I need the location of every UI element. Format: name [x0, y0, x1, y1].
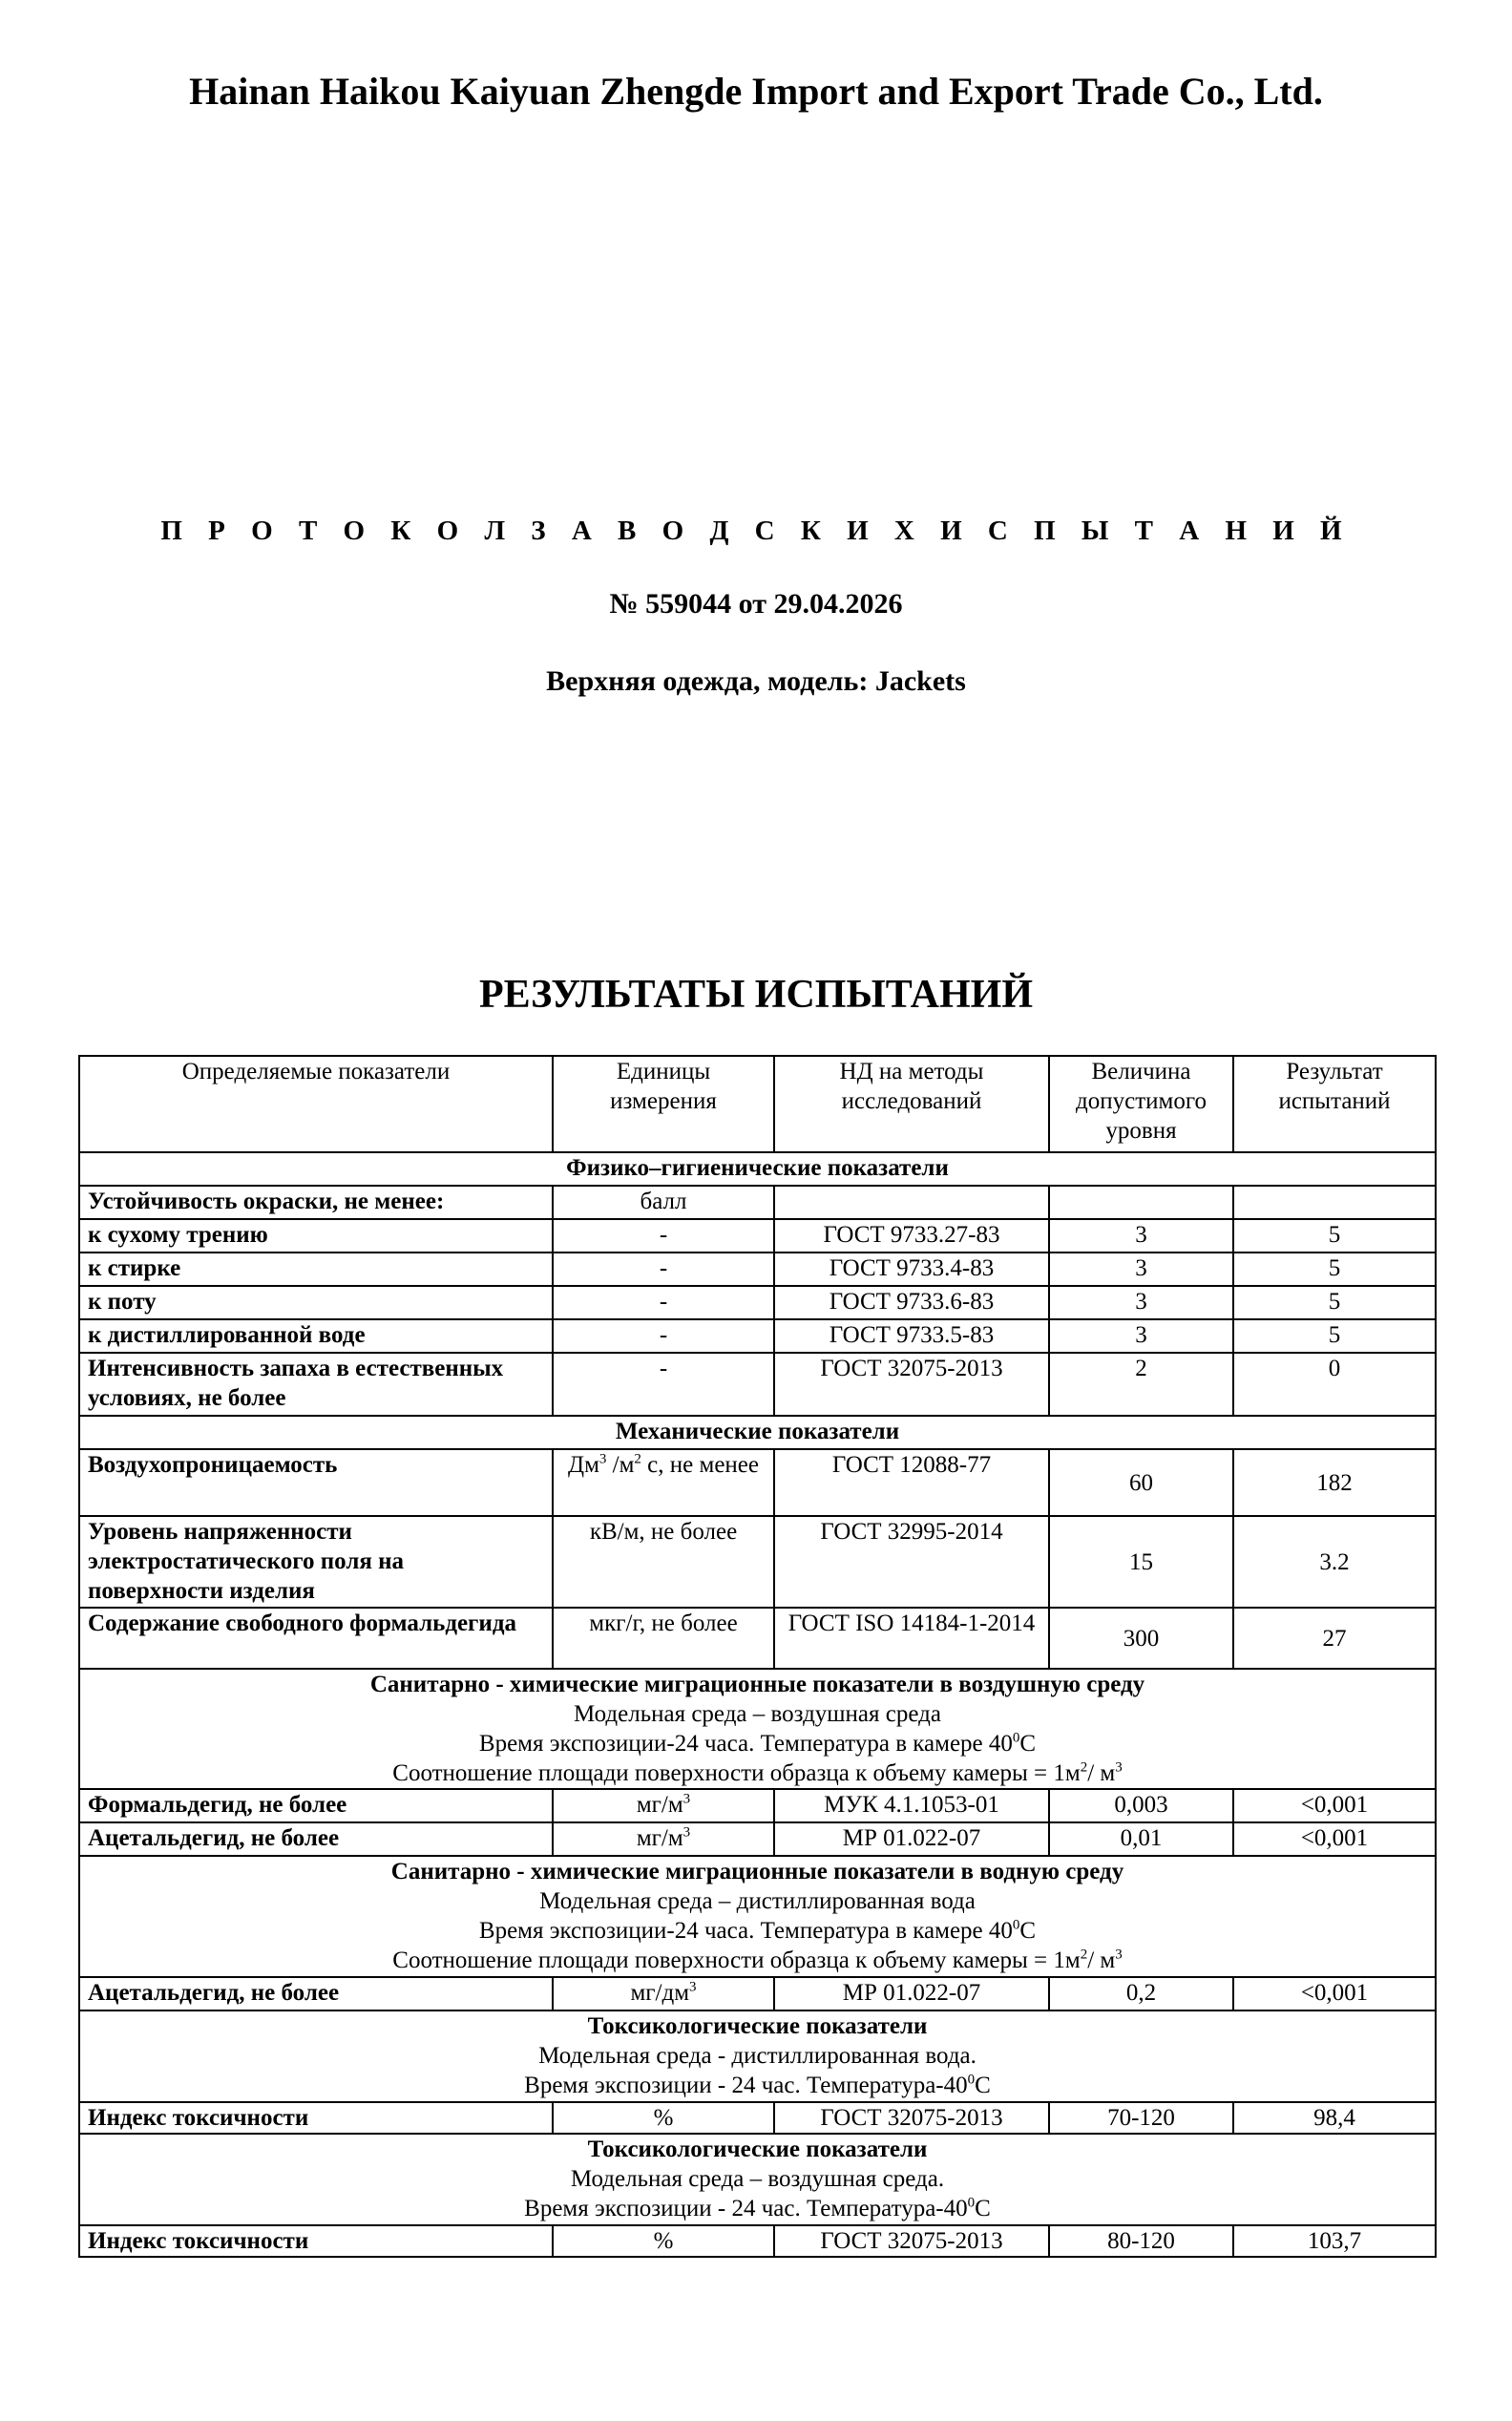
row-unit	[553, 1449, 774, 1516]
section-mechanical: Механические показатели	[79, 1416, 1436, 1449]
unit-text: мг/дм	[630, 1980, 690, 2006]
table-row	[79, 2102, 1436, 2134]
row-name: Содержание свободного формальдегида	[79, 1608, 553, 1669]
row-name: Индекс токсичности	[79, 2102, 553, 2134]
product-line: Верхняя одежда, модель: Jackets	[546, 665, 966, 697]
row-limit	[1049, 1186, 1233, 1219]
ratio-text: / м	[1087, 1760, 1116, 1786]
row-result: 0	[1233, 1353, 1436, 1416]
row-unit	[553, 1977, 774, 2010]
row-limit: 70-120	[1049, 2102, 1233, 2134]
section-row	[79, 2134, 1436, 2225]
unit-text: мг/м	[636, 1825, 683, 1851]
section-row	[79, 1669, 1436, 1789]
ratio-text: Соотношение площади поверхности образца к объему камеры = 1м	[392, 1947, 1081, 1973]
table-row	[79, 1977, 1436, 2010]
unit-text: Дм	[568, 1452, 599, 1478]
header-limit: Величина допустимого уровня	[1049, 1056, 1233, 1152]
section-medium: Модельная среда – дистиллированная вода	[539, 1888, 976, 1914]
table-row	[79, 1449, 1436, 1516]
row-unit	[553, 1789, 774, 1822]
row-result: 5	[1233, 1219, 1436, 1253]
section-row	[79, 1856, 1436, 1977]
row-name: к сухому трению	[79, 1219, 553, 1253]
table-row	[79, 1608, 1436, 1669]
row-method: МР 01.022-07	[774, 1977, 1049, 2010]
row-method: ГОСТ 32075-2013	[774, 2225, 1049, 2257]
unit-exponent: 3	[682, 1791, 691, 1807]
unit-exponent: 2	[634, 1451, 641, 1467]
table-row	[79, 1253, 1436, 1286]
company-name: Hainan Haikou Kaiyuan Zhengde Import and Export Trade Co., Ltd.	[189, 70, 1323, 113]
row-result: 3.2	[1233, 1516, 1436, 1608]
row-unit: -	[553, 1219, 774, 1253]
degree-sup: 0	[1012, 1730, 1020, 1746]
ratio-text: Соотношение площади поверхности образца к объему камеры = 1м	[392, 1760, 1081, 1786]
row-result	[1233, 1186, 1436, 1219]
section-exposure	[88, 1916, 1427, 1946]
row-unit: кВ/м, не более	[553, 1516, 774, 1608]
ratio-text: / м	[1087, 1947, 1116, 1973]
row-method: ГОСТ 12088-77	[774, 1449, 1049, 1516]
row-limit: 0,2	[1049, 1977, 1233, 2010]
row-name: к стирке	[79, 1253, 553, 1286]
table-row	[79, 1516, 1436, 1608]
exposure-text: Время экспозиции-24 часа. Температура в камере 40	[478, 1918, 1013, 1944]
row-limit: 0,003	[1049, 1789, 1233, 1822]
degree-sup: 0	[967, 2195, 976, 2211]
unit-text: с, не менее	[640, 1452, 759, 1478]
header-units: Единицы измерения	[553, 1056, 774, 1152]
row-result: <0,001	[1233, 1822, 1436, 1856]
row-method: ГОСТ 32075-2013	[774, 1353, 1049, 1416]
section-row	[79, 1416, 1436, 1449]
header-indicators: Определяемые показатели	[79, 1056, 553, 1152]
row-method: ГОСТ ISO 14184-1-2014	[774, 1608, 1049, 1669]
row-method	[774, 1186, 1049, 1219]
row-result: <0,001	[1233, 1977, 1436, 2010]
row-limit: 3	[1049, 1253, 1233, 1286]
row-name: Ацетальдегид, не более	[79, 1822, 553, 1856]
section-title: Санитарно - химические миграционные показатели в водную среду	[390, 1859, 1124, 1884]
section-exposure	[88, 2071, 1427, 2100]
row-name: к поту	[79, 1286, 553, 1319]
row-limit: 3	[1049, 1219, 1233, 1253]
section-medium: Модельная среда – воздушная среда	[574, 1701, 941, 1727]
unit-exponent: 3	[598, 1451, 607, 1467]
row-result: <0,001	[1233, 1789, 1436, 1822]
row-name: Устойчивость окраски, не менее:	[79, 1186, 553, 1219]
exposure-text: Время экспозиции - 24 час. Температура-40	[524, 2073, 968, 2098]
row-method: МР 01.022-07	[774, 1822, 1049, 1856]
exposure-text: Время экспозиции-24 часа. Температура в камере 40	[478, 1731, 1013, 1757]
row-limit: 15	[1049, 1516, 1233, 1608]
row-result: 5	[1233, 1286, 1436, 1319]
row-limit: 0,01	[1049, 1822, 1233, 1856]
section-physical: Физико–гигиенические показатели	[79, 1152, 1436, 1186]
row-result: 5	[1233, 1319, 1436, 1353]
section-ratio	[88, 1758, 1427, 1788]
row-limit: 80-120	[1049, 2225, 1233, 2257]
row-method: ГОСТ 9733.4-83	[774, 1253, 1049, 1286]
table-row	[79, 1822, 1436, 1856]
row-unit: %	[553, 2102, 774, 2134]
table-row	[79, 1186, 1436, 1219]
results-title: РЕЗУЛЬТАТЫ ИСПЫТАНИЙ	[479, 973, 1033, 1017]
row-unit: балл	[553, 1186, 774, 1219]
row-limit: 3	[1049, 1319, 1233, 1353]
exposure-unit: С	[1019, 1731, 1037, 1757]
row-name: Уровень напряженности электростатического поля на поверхности изделия	[79, 1516, 553, 1608]
row-result: 182	[1233, 1449, 1436, 1516]
row-unit: -	[553, 1253, 774, 1286]
table-row	[79, 1219, 1436, 1253]
row-name: Интенсивность запаха в естественных условиях, не более	[79, 1353, 553, 1416]
section-ratio	[88, 1946, 1427, 1975]
row-method: ГОСТ 9733.27-83	[774, 1219, 1049, 1253]
unit-exponent: 3	[682, 1824, 691, 1841]
row-method: ГОСТ 9733.6-83	[774, 1286, 1049, 1319]
section-medium: Модельная среда - дистиллированная вода.	[538, 2043, 976, 2069]
table-row	[79, 1789, 1436, 1822]
row-result: 103,7	[1233, 2225, 1436, 2257]
section-title: Токсикологические показатели	[587, 2137, 928, 2162]
header-result: Результат испытаний	[1233, 1056, 1436, 1152]
row-unit: мкг/г, не более	[553, 1608, 774, 1669]
row-method: ГОСТ 32995-2014	[774, 1516, 1049, 1608]
table-row	[79, 2225, 1436, 2257]
degree-sup: 0	[1012, 1917, 1020, 1933]
row-name: Воздухопроницаемость	[79, 1449, 553, 1516]
exposure-unit: С	[975, 2196, 991, 2221]
row-result: 27	[1233, 1608, 1436, 1669]
protocol-number: № 559044 от 29.04.2026	[609, 588, 903, 620]
row-name: Индекс токсичности	[79, 2225, 553, 2257]
section-tox-air	[79, 2134, 1436, 2225]
exposure-unit: С	[975, 2073, 991, 2098]
section-title: Токсикологические показатели	[587, 2013, 928, 2039]
row-limit: 3	[1049, 1286, 1233, 1319]
ratio-exponent: 3	[1115, 1947, 1123, 1963]
row-result: 98,4	[1233, 2102, 1436, 2134]
section-exposure	[88, 2194, 1427, 2223]
exposure-text: Время экспозиции - 24 час. Температура-40	[524, 2196, 968, 2221]
row-unit	[553, 1822, 774, 1856]
row-method: ГОСТ 32075-2013	[774, 2102, 1049, 2134]
row-name: Ацетальдегид, не более	[79, 1977, 553, 2010]
ratio-exponent: 2	[1080, 1947, 1088, 1963]
row-unit: -	[553, 1353, 774, 1416]
ratio-exponent: 3	[1115, 1759, 1123, 1776]
row-unit: -	[553, 1286, 774, 1319]
row-result: 5	[1233, 1253, 1436, 1286]
ratio-exponent: 2	[1080, 1759, 1088, 1776]
section-row	[79, 2010, 1436, 2102]
row-unit: %	[553, 2225, 774, 2257]
row-method: ГОСТ 9733.5-83	[774, 1319, 1049, 1353]
section-medium: Модельная среда – воздушная среда.	[570, 2166, 945, 2192]
row-unit: -	[553, 1319, 774, 1353]
degree-sup: 0	[967, 2072, 976, 2088]
section-title: Санитарно - химические миграционные показатели в воздушную среду	[369, 1672, 1145, 1697]
results-table	[78, 1055, 1437, 2258]
section-exposure	[88, 1729, 1427, 1758]
unit-exponent: 3	[689, 1979, 697, 1995]
exposure-unit: С	[1019, 1918, 1037, 1944]
section-row	[79, 1152, 1436, 1186]
protocol-title: П Р О Т О К О Л З А В О Д С К И Х И С П Ы Т А Н И Й	[160, 516, 1352, 546]
section-air-migration	[79, 1669, 1436, 1789]
row-name: Формальдегид, не более	[79, 1789, 553, 1822]
unit-text: мг/м	[636, 1792, 683, 1818]
row-limit: 300	[1049, 1608, 1233, 1669]
row-method: МУК 4.1.1053-01	[774, 1789, 1049, 1822]
row-limit: 60	[1049, 1449, 1233, 1516]
unit-text: /м	[606, 1452, 635, 1478]
row-limit: 2	[1049, 1353, 1233, 1416]
header-methods: НД на методы исследований	[774, 1056, 1049, 1152]
table-header-row	[79, 1056, 1436, 1152]
section-tox-water	[79, 2010, 1436, 2102]
section-water-migration	[79, 1856, 1436, 1977]
table-row	[79, 1286, 1436, 1319]
row-name: к дистиллированной воде	[79, 1319, 553, 1353]
table-row	[79, 1353, 1436, 1416]
table-row	[79, 1319, 1436, 1353]
